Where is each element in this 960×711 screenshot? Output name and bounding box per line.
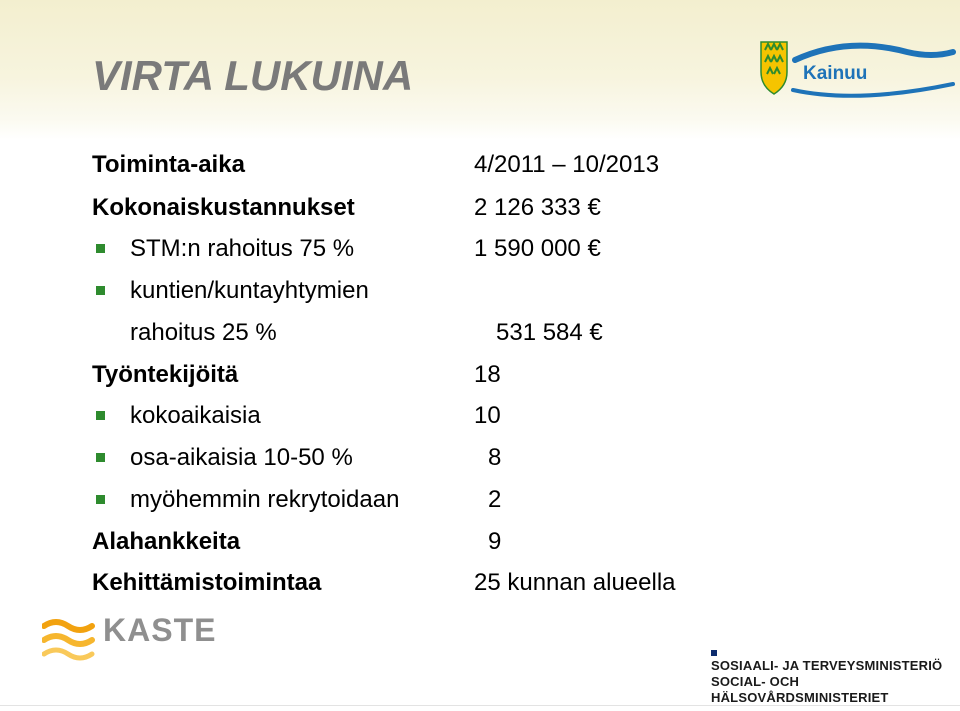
municipal-share-value: 531 584 € [496, 319, 603, 346]
development-value: 25 kunnan alueella [474, 569, 676, 596]
development-label: Kehittämistoimintaa [92, 569, 322, 596]
employees-value: 18 [474, 361, 501, 388]
ministry-logo [711, 658, 960, 706]
bullet-icon [96, 411, 105, 420]
full-time-label: kokoaikaisia [130, 402, 261, 429]
ministry-name-sv: SOCIAL- OCH HÄLSOVÅRDSMINISTERIET [711, 674, 889, 705]
bullet-icon [96, 453, 105, 462]
ministry-icon [711, 650, 717, 656]
part-time-label: osa-aikaisia 10-50 % [130, 444, 353, 471]
full-time-value: 10 [474, 402, 501, 429]
ministry-name-fi: SOSIAALI- JA TERVEYSMINISTERIÖ [711, 658, 943, 673]
municipal-funding-label: kuntien/kuntayhtymien [130, 277, 369, 304]
kainuu-logo-text: Kainuu [803, 63, 868, 84]
duration-label: Toiminta-aika [92, 151, 245, 178]
slide-title: VIRTA LUKUINA [92, 52, 414, 99]
bullet-icon [96, 286, 105, 295]
stm-funding-label: STM:n rahoitus 75 % [130, 235, 355, 262]
total-costs-label: Kokonaiskustannukset [92, 194, 355, 221]
kainuu-logo [757, 38, 957, 102]
kaste-logo-text: KASTE [103, 612, 217, 648]
part-time-value: 8 [488, 444, 502, 471]
bullet-icon [96, 244, 105, 253]
subprojects-value: 9 [488, 528, 502, 555]
total-costs-value: 2 126 333 € [474, 194, 601, 221]
municipal-share-label: rahoitus 25 % [130, 319, 277, 346]
subprojects-label: Alahankkeita [92, 528, 241, 555]
bullet-icon [96, 495, 105, 504]
bottom-divider [0, 705, 960, 706]
stm-funding-value: 1 590 000 € [474, 235, 601, 262]
duration-value: 4/2011 – 10/2013 [474, 151, 660, 178]
later-recruited-value: 2 [488, 486, 502, 513]
later-recruited-label: myöhemmin rekrytoidaan [130, 486, 400, 513]
employees-label: Työntekijöitä [92, 361, 239, 388]
